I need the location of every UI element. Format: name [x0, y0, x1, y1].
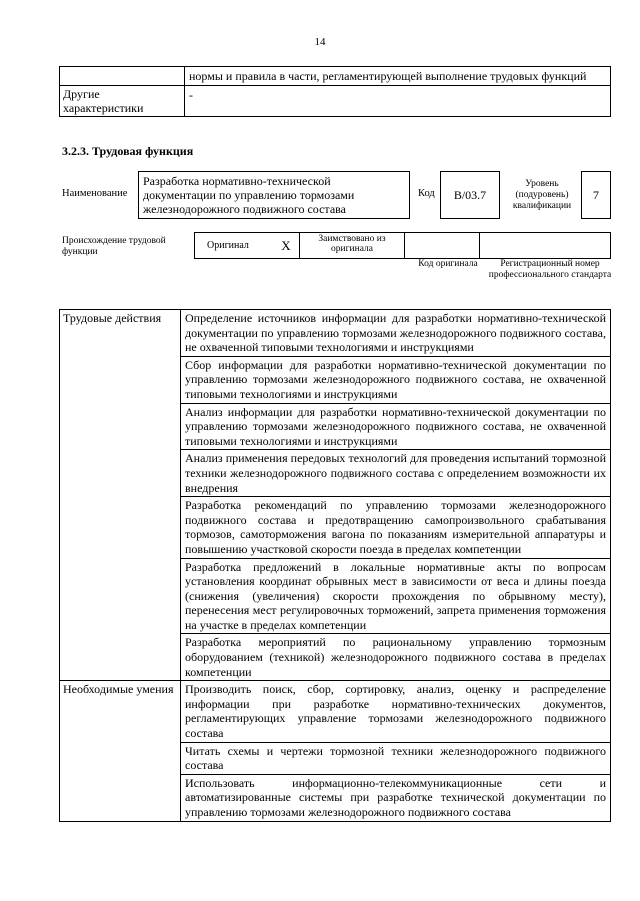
level-label: Уровень (подуровень) квалификации [512, 179, 572, 211]
origin-table [194, 232, 611, 259]
skills-item: Читать схемы и чертежи тормозной техники железнодорожного подвижного состава [181, 742, 611, 774]
table-cell: нормы и правила в части, регламентирующей выполнение трудовых функций [185, 67, 611, 86]
labor-actions-item: Сбор информации для разработки нормативно-технической документации по управлению тормозами железнодорожного подвижного состава, не охваченной типовыми технологиями и инструкциями [181, 356, 611, 403]
borrowed-label: Заимствовано из оригинала [300, 233, 405, 259]
section-title: 3.2.3. Трудовая функция [62, 144, 194, 158]
name-value: Разработка нормативно-технической документации по управлению тормозами железнодорожного подвижного состава [138, 171, 410, 219]
origin-label: Происхождение трудовой функции [62, 236, 166, 257]
code-value: В/03.7 [440, 171, 500, 219]
skills-item: Использовать информационно-телекоммуникационные сети и автоматизированные системы при разработке технической документации по управлению тормозами железнодорожного подвижного состава [181, 774, 611, 821]
reg-number-caption: Регистрационный номер профессионального стандарта [488, 259, 612, 280]
labor-actions-item: Анализ применения передовых технологий для проведения испытаний тормозной техники железнодорожного подвижного состава с определением возможности их внедрения [181, 450, 611, 497]
table-row [60, 310, 611, 357]
level-value: 7 [581, 171, 611, 219]
table-row [60, 681, 611, 742]
table-cell: Другие характеристики [60, 86, 185, 117]
functions-table [59, 309, 611, 822]
top-table [59, 66, 611, 117]
labor-actions-item: Разработка мероприятий по рациональному управлению тормозным оборудованием (техникой) железнодорожного подвижного состава в пределах компетенции [181, 634, 611, 681]
code-original-cell [405, 233, 480, 259]
original-mark: X [273, 233, 300, 259]
labor-actions-item: Разработка предложений в локальные нормативные акты по вопросам установления координат обрывных мест в зависимости от веса и длины поезда (снижения (увеличения) скорости прохождения по обрывному месту), перенесения мест регулировочных торможений, запрета применения торможения на участке в пределах компетенции [181, 558, 611, 634]
labor-actions-item: Разработка рекомендаций по управлению тормозами железнодорожного подвижного состава и предотвращению самопроизвольного срабатывания тормозов, самоторможения вагона по показаниям измерительной аппаратуры и повышению участковой скорости поезда в пределах компетенции [181, 497, 611, 558]
code-original-caption: Код оригинала [418, 259, 478, 269]
labor-actions-item: Анализ информации для разработки нормативно-технической документации по управлению тормозами железнодорожного подвижного состава, не охваченной типовыми технологиями и инструкциями [181, 403, 611, 450]
original-label: Оригинал [195, 233, 274, 259]
table-cell [60, 67, 185, 86]
name-label: Наименование [62, 188, 128, 199]
skills-label: Необходимые умения [60, 681, 181, 821]
table-cell: - [185, 86, 611, 117]
code-label: Код [418, 188, 435, 199]
table-row [60, 67, 611, 86]
table-row [60, 86, 611, 117]
table-row [195, 233, 611, 259]
skills-item: Производить поиск, сбор, сортировку, анализ, оценку и распределение информации при разработке нормативно-технических документов, регламентирующих управление тормозами железнодорожного подвижного состава [181, 681, 611, 742]
labor-actions-label: Трудовые действия [60, 310, 181, 681]
labor-actions-item: Определение источников информации для разработки нормативно-технической документации по управлению тормозами железнодорожного подвижного состава, не охваченной типовыми технологиями и инструкциями [181, 310, 611, 357]
reg-number-cell [480, 233, 611, 259]
page-number: 14 [314, 36, 326, 48]
